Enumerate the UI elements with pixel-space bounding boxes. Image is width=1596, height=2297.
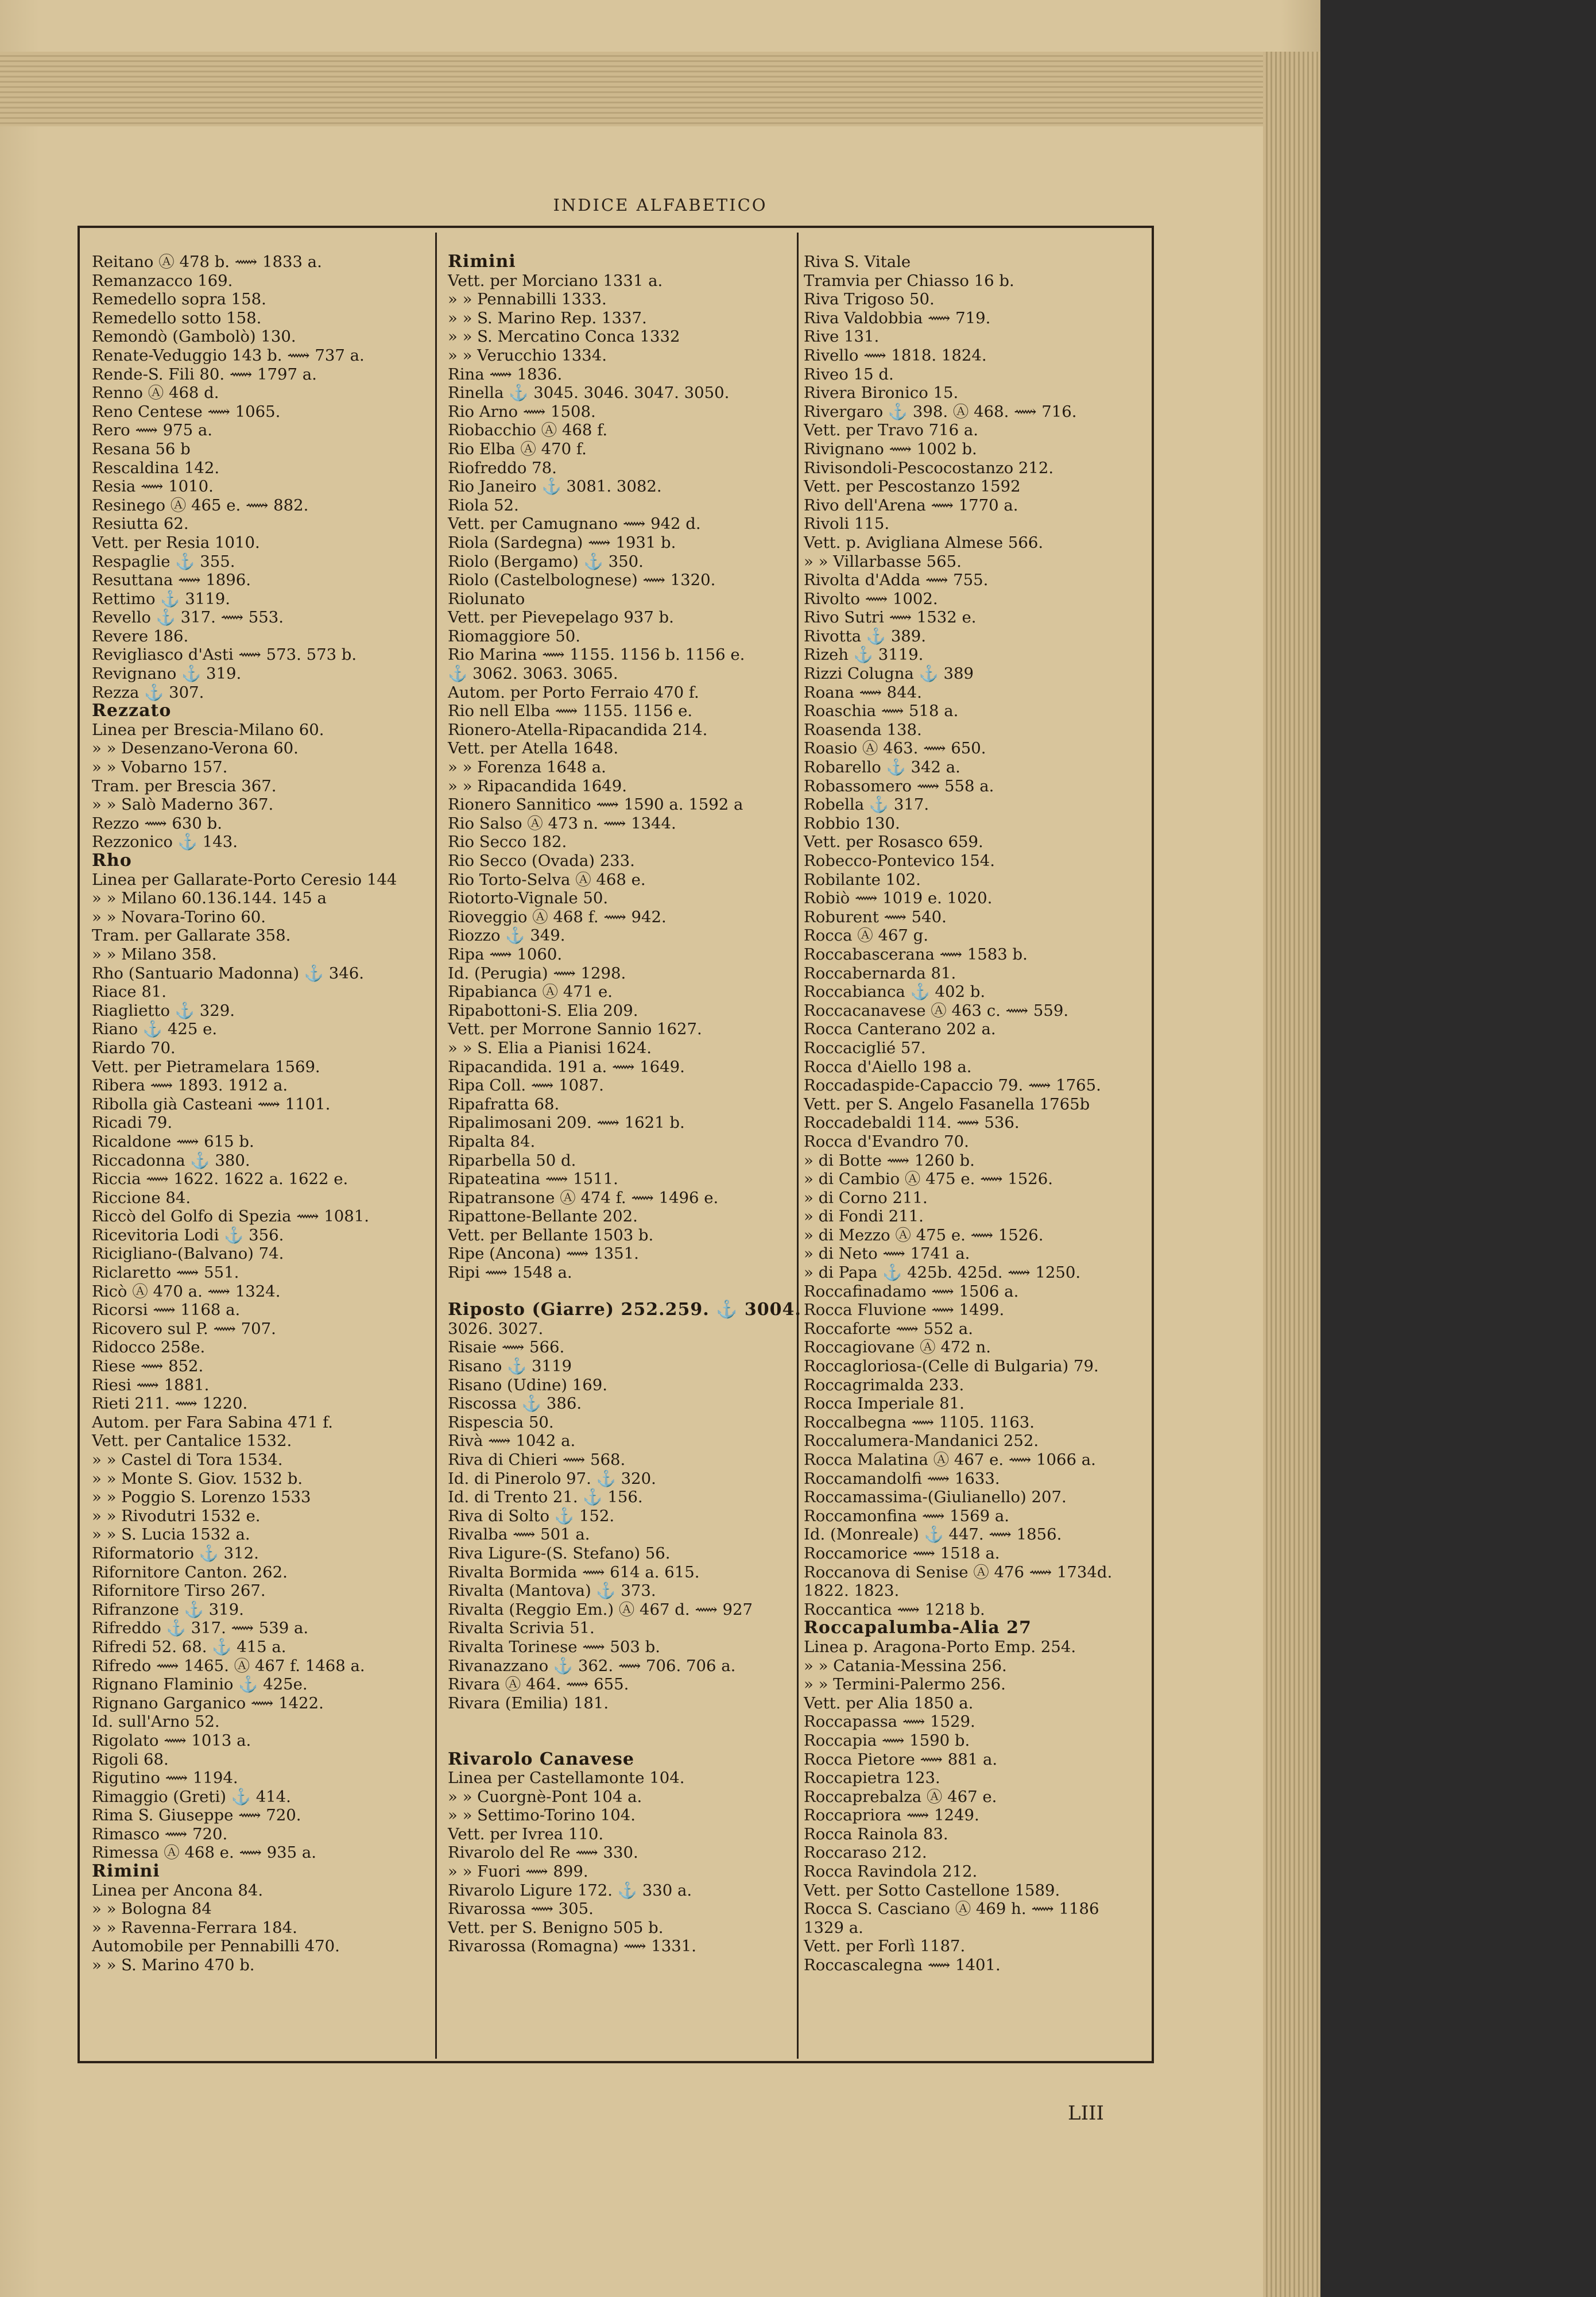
index-entry: » » Rivodutri 1532 e. — [92, 1506, 261, 1525]
index-entry: Rifreddo ⚓ 317. ⟿ 539 a. — [92, 1619, 309, 1638]
index-entry: Riva Ligure-(S. Stefano) 56. — [448, 1544, 671, 1563]
index-entry: Remondò (Gambolò) 130. — [92, 327, 296, 346]
index-entry: » di Papa ⚓ 425b. 425d. ⟿ 1250. — [804, 1263, 1081, 1282]
index-entry: Robassomero ⟿ 558 a. — [804, 776, 994, 795]
index-entry: Rimasco ⟿ 720. — [92, 1824, 228, 1843]
index-entry: Id. (Perugia) ⟿ 1298. — [448, 964, 626, 983]
index-entry: Rende-S. Fili 80. ⟿ 1797 a. — [92, 365, 317, 384]
index-entry: Vett. per Pietramelara 1569. — [92, 1057, 320, 1076]
index-entry: » » Fuori ⟿ 899. — [448, 1862, 588, 1881]
index-entry: Rocca Fluvione ⟿ 1499. — [804, 1301, 1005, 1320]
index-entry: Rifredi 52. 68. ⚓ 415 a. — [92, 1637, 286, 1656]
index-entry: Rispescia 50. — [448, 1413, 554, 1432]
index-entry: Riaglietto ⚓ 329. — [92, 1001, 235, 1020]
index-entry: 1822. 1823. — [804, 1581, 900, 1600]
index-entry: » » Bologna 84 — [92, 1900, 212, 1919]
index-entry: Rivalta (Reggio Em.) Ⓐ 467 d. ⟿ 927 — [448, 1600, 753, 1619]
index-entry: Roccaciglié 57. — [804, 1038, 926, 1057]
index-entry: Ricigliano-(Balvano) 74. — [92, 1244, 284, 1263]
index-entry: Revignano ⚓ 319. — [92, 664, 242, 683]
index-entry: Rivarolo Ligure 172. ⚓ 330 a. — [448, 1881, 692, 1900]
index-entry: Riva Trigoso 50. — [804, 290, 935, 309]
index-entry: Riccadonna ⚓ 380. — [92, 1151, 250, 1170]
index-entry: » » Settimo-Torino 104. — [448, 1806, 636, 1825]
index-entry: Rigutino ⟿ 1194. — [92, 1769, 238, 1788]
index-entry: Vett. per Pievepelago 937 b. — [448, 608, 674, 627]
index-entry: Renate-Veduggio 143 b. ⟿ 737 a. — [92, 346, 365, 365]
index-entry: Riveo 15 d. — [804, 365, 894, 384]
index-entry: Vett. per Pescostanzo 1592 — [804, 477, 1021, 496]
index-entry: Vett. per Morrone Sannio 1627. — [448, 1020, 702, 1039]
column-rule-1 — [435, 233, 437, 2059]
index-entry: Revere 186. — [92, 627, 189, 645]
index-entry: Rignano Garganico ⟿ 1422. — [92, 1693, 324, 1712]
index-entry: Roccabernarda 81. — [804, 964, 956, 983]
index-entry: Ribera ⟿ 1893. 1912 a. — [92, 1076, 288, 1095]
index-entry: » » Milano 60.136.144. 145 a — [92, 889, 327, 908]
index-entry: Rivergaro ⚓ 398. Ⓐ 468. ⟿ 716. — [804, 402, 1077, 421]
index-entry: Rioveggio Ⓐ 468 f. ⟿ 942. — [448, 907, 667, 926]
index-heading: Rimini — [448, 252, 516, 272]
index-entry: Rifranzone ⚓ 319. — [92, 1600, 244, 1619]
index-entry: » » Vobarno 157. — [92, 758, 228, 777]
index-entry: Vett. per Sotto Castellone 1589. — [804, 1881, 1060, 1900]
index-entry: » » Novara-Torino 60. — [92, 907, 266, 926]
index-entry: Vett. per Travo 716 a. — [804, 421, 979, 440]
index-entry: Ripalta 84. — [448, 1132, 536, 1151]
index-entry: Rescaldina 142. — [92, 458, 220, 477]
index-entry: » » Ravenna-Ferrara 184. — [92, 1918, 297, 1937]
index-entry: » » S. Elia a Pianisi 1624. — [448, 1038, 652, 1057]
index-entry: Remedello sotto 158. — [92, 308, 262, 327]
index-entry: Rivarossa ⟿ 305. — [448, 1900, 594, 1919]
index-entry: Rezzonico ⚓ 143. — [92, 833, 238, 852]
index-entry: » » S. Marino Rep. 1337. — [448, 308, 647, 327]
index-entry: Riobacchio Ⓐ 468 f. — [448, 421, 608, 440]
index-entry: Ripa ⟿ 1060. — [448, 945, 563, 964]
index-entry: Rivolta d'Adda ⟿ 755. — [804, 571, 989, 590]
index-entry: Rivera Bironico 15. — [804, 384, 959, 403]
index-entry: Riofreddo 78. — [448, 458, 557, 477]
index-entry: Automobile per Pennabilli 470. — [92, 1937, 340, 1956]
index-entry: Rocca S. Casciano Ⓐ 469 h. ⟿ 1186 — [804, 1900, 1099, 1919]
index-entry: Robella ⚓ 317. — [804, 795, 929, 814]
index-entry: Resiutta 62. — [92, 515, 189, 533]
index-entry: Remedello sopra 158. — [92, 290, 266, 309]
index-entry: Linea per Ancona 84. — [92, 1881, 264, 1900]
index-entry: Rezzo ⟿ 630 b. — [92, 814, 222, 833]
index-entry: » » Villarbasse 565. — [804, 552, 962, 571]
index-column-3 — [804, 253, 1112, 1975]
index-heading: Rivarolo Canavese — [448, 1749, 634, 1769]
index-entry: Riotorto-Vignale 50. — [448, 889, 609, 908]
index-entry: Roana ⟿ 844. — [804, 683, 922, 702]
index-entry: Riola 52. — [448, 496, 519, 515]
index-entry: Roccalumera-Mandanici 252. — [804, 1432, 1039, 1451]
index-entry: Ripacandida. 191 a. ⟿ 1649. — [448, 1057, 685, 1076]
index-entry: Roccagloriosa-(Celle di Bulgaria) 79. — [804, 1357, 1099, 1376]
index-column-2 — [448, 253, 801, 1956]
index-entry: Tramvia per Chiasso 16 b. — [804, 271, 1014, 290]
index-entry: » » Verucchio 1334. — [448, 346, 607, 365]
index-entry: Ricorsi ⟿ 1168 a. — [92, 1301, 241, 1320]
index-entry — [448, 1712, 801, 1731]
index-entry: » » S. Lucia 1532 a. — [92, 1525, 250, 1544]
index-entry: Roccaraso 212. — [804, 1843, 927, 1862]
index-entry: Vett. per Rosasco 659. — [804, 833, 983, 852]
running-head: INDICE ALFABETICO — [553, 195, 768, 215]
index-entry: Rivalta Torinese ⟿ 503 b. — [448, 1637, 660, 1656]
index-entry: Roccaforte ⟿ 552 a. — [804, 1319, 973, 1338]
index-heading: Rimini — [92, 1861, 160, 1882]
index-entry: Robiò ⟿ 1019 e. 1020. — [804, 889, 993, 908]
index-entry: Vett. per Bellante 1503 b. — [448, 1225, 654, 1244]
index-entry: » » Forenza 1648 a. — [448, 758, 606, 777]
index-entry: Riccia ⟿ 1622. 1622 a. 1622 e. — [92, 1170, 348, 1189]
page-edges-right — [1263, 52, 1320, 2297]
index-entry: Rifornitore Canton. 262. — [92, 1563, 288, 1581]
index-entry: Rifredo ⟿ 1465. Ⓐ 467 f. 1468 a. — [92, 1656, 365, 1675]
index-entry: Ribolla già Casteani ⟿ 1101. — [92, 1095, 331, 1113]
index-entry: Roccapriora ⟿ 1249. — [804, 1806, 979, 1825]
index-entry: » » Pennabilli 1333. — [448, 290, 607, 309]
index-entry: Roccamassima-(Giulianello) 207. — [804, 1488, 1067, 1507]
index-entry: » » Cuorgnè-Pont 104 a. — [448, 1787, 642, 1806]
index-entry: Riomaggiore 50. — [448, 627, 580, 645]
index-entry: Rivanazzano ⚓ 362. ⟿ 706. 706 a. — [448, 1656, 736, 1675]
index-entry: Risano (Udine) 169. — [448, 1375, 608, 1394]
index-entry: » » Castel di Tora 1534. — [92, 1451, 283, 1469]
index-entry: Riclaretto ⟿ 551. — [92, 1263, 239, 1282]
index-heading: Roccapalumba-Alia 27 — [804, 1618, 1032, 1638]
index-entry: Riozzo ⚓ 349. — [448, 926, 565, 945]
index-entry: » » Poggio S. Lorenzo 1533 — [92, 1488, 311, 1507]
index-entry: Rocca Canterano 202 a. — [804, 1020, 996, 1039]
index-entry: Rivara Ⓐ 464. ⟿ 655. — [448, 1675, 629, 1694]
index-entry: Roburent ⟿ 540. — [804, 907, 947, 926]
index-heading: Riposto (Giarre) 252.259. ⚓ 3004. — [448, 1300, 801, 1320]
index-entry: Riscossa ⚓ 386. — [448, 1394, 582, 1413]
index-entry: Rio Secco (Ovada) 233. — [448, 852, 635, 870]
index-entry: Rio Elba Ⓐ 470 f. — [448, 439, 587, 458]
index-entry: Robecco-Pontevico 154. — [804, 852, 995, 870]
index-entry: Roccamonfina ⟿ 1569 a. — [804, 1506, 1010, 1525]
index-entry: Rezza ⚓ 307. — [92, 683, 204, 702]
index-entry: Roccabascerana ⟿ 1583 b. — [804, 945, 1028, 964]
index-entry: Roccamandolfi ⟿ 1633. — [804, 1469, 1000, 1488]
index-entry: Reno Centese ⟿ 1065. — [92, 402, 281, 421]
index-entry: Ricadi 79. — [92, 1113, 173, 1132]
index-entry: Rocca Ⓐ 467 g. — [804, 926, 929, 945]
index-entry: Renno Ⓐ 468 d. — [92, 384, 219, 403]
index-entry: Rignano Flaminio ⚓ 425e. — [92, 1675, 308, 1694]
index-entry: Rivo Sutri ⟿ 1532 e. — [804, 608, 977, 627]
index-heading: Rho — [92, 850, 132, 871]
index-entry: Rivalba ⟿ 501 a. — [448, 1525, 590, 1544]
index-entry: Vett. per Atella 1648. — [448, 739, 619, 758]
index-entry: Rivignano ⟿ 1002 b. — [804, 439, 977, 458]
index-entry: » » Milano 358. — [92, 945, 217, 964]
index-entry: Rivalta Scrivia 51. — [448, 1619, 595, 1638]
index-entry: Rionero Sannitico ⟿ 1590 a. 1592 a — [448, 795, 743, 814]
index-entry: Roccagrimalda 233. — [804, 1375, 964, 1394]
index-entry: Ripattone-Bellante 202. — [448, 1207, 638, 1226]
index-entry: Rio Secco 182. — [448, 833, 567, 852]
index-entry: Resuttana ⟿ 1896. — [92, 571, 251, 590]
index-entry: Linea per Gallarate-Porto Ceresio 144 — [92, 870, 397, 889]
index-entry: Risano ⚓ 3119 — [448, 1357, 572, 1376]
index-entry: » » Catania-Messina 256. — [804, 1656, 1007, 1675]
index-entry: Tram. per Gallarate 358. — [92, 926, 291, 945]
index-entry: Respaglie ⚓ 355. — [92, 552, 235, 571]
index-entry: Vett. per Resia 1010. — [92, 533, 260, 552]
index-entry: Resinego Ⓐ 465 e. ⟿ 882. — [92, 496, 309, 515]
index-entry: Ridocco 258e. — [92, 1338, 206, 1357]
index-entry: Rinella ⚓ 3045. 3046. 3047. 3050. — [448, 384, 730, 403]
index-entry: Autom. per Fara Sabina 471 f. — [92, 1413, 334, 1432]
index-entry: » di Cambio Ⓐ 475 e. ⟿ 1526. — [804, 1170, 1053, 1189]
index-entry: Ricevitoria Lodi ⚓ 356. — [92, 1225, 284, 1244]
index-entry: Rionero-Atella-Ripacandida 214. — [448, 720, 708, 739]
index-entry: Rio Torto-Selva Ⓐ 468 e. — [448, 870, 646, 889]
index-entry: Rimessa Ⓐ 468 e. ⟿ 935 a. — [92, 1843, 316, 1862]
index-entry: Roccascalegna ⟿ 1401. — [804, 1956, 1001, 1975]
index-entry: Vett. per S. Angelo Fasanella 1765b — [804, 1095, 1090, 1113]
index-entry: » » S. Mercatino Conca 1332 — [448, 327, 680, 346]
index-entry: Robarello ⚓ 342 a. — [804, 758, 960, 777]
index-entry: Riva S. Vitale — [804, 253, 911, 271]
index-entry: Ricaldone ⟿ 615 b. — [92, 1132, 254, 1151]
index-entry: Roccantica ⟿ 1218 b. — [804, 1600, 985, 1619]
index-entry: » » Salò Maderno 367. — [92, 795, 274, 814]
index-entry: Id. di Trento 21. ⚓ 156. — [448, 1488, 643, 1507]
index-entry: Riardo 70. — [92, 1038, 176, 1057]
index-entry: Riolunato — [448, 589, 525, 608]
index-entry: Riace 81. — [92, 983, 167, 1001]
index-entry: » di Botte ⟿ 1260 b. — [804, 1151, 975, 1170]
index-entry: Roccadebaldi 114. ⟿ 536. — [804, 1113, 1020, 1132]
index-entry: Rivara (Emilia) 181. — [448, 1693, 609, 1712]
index-entry: Linea per Brescia-Milano 60. — [92, 720, 324, 739]
index-entry: Id. sull'Arno 52. — [92, 1712, 220, 1731]
index-entry: Riccione 84. — [92, 1188, 191, 1207]
index-entry: Rio nell Elba ⟿ 1155. 1156 e. — [448, 702, 693, 721]
index-entry: Rio Marina ⟿ 1155. 1156 b. 1156 e. — [448, 645, 745, 664]
index-entry: Ripateatina ⟿ 1511. — [448, 1170, 618, 1189]
index-entry: Rivolto ⟿ 1002. — [804, 589, 938, 608]
index-entry: Ripafratta 68. — [448, 1095, 560, 1113]
index-entry: Rocca Pietore ⟿ 881 a. — [804, 1750, 998, 1769]
index-entry: ⚓ 3062. 3063. 3065. — [448, 664, 618, 683]
index-entry: Rifornitore Tirso 267. — [92, 1581, 266, 1600]
index-entry: Roccapia ⟿ 1590 b. — [804, 1731, 970, 1750]
index-entry: » » Desenzano-Verona 60. — [92, 739, 299, 758]
index-entry: Rettimo ⚓ 3119. — [92, 589, 230, 608]
index-entry: » di Neto ⟿ 1741 a. — [804, 1244, 970, 1263]
index-entry: Roccapietra 123. — [804, 1769, 940, 1788]
index-entry: Rocca Rainola 83. — [804, 1824, 948, 1843]
index-entry: Revello ⚓ 317. ⟿ 553. — [92, 608, 284, 627]
index-entry: Riano ⚓ 425 e. — [92, 1020, 218, 1039]
index-entry: Rigolato ⟿ 1013 a. — [92, 1731, 251, 1750]
index-entry: Roccadaspide-Capaccio 79. ⟿ 1765. — [804, 1076, 1101, 1095]
index-entry: Roasio Ⓐ 463. ⟿ 650. — [804, 739, 986, 758]
index-column-1 — [92, 253, 397, 1975]
index-entry: Riese ⟿ 852. — [92, 1357, 204, 1376]
index-entry: Vett. per Ivrea 110. — [448, 1824, 604, 1843]
index-entry: Rivà ⟿ 1042 a. — [448, 1432, 576, 1451]
index-entry: Rivo dell'Arena ⟿ 1770 a. — [804, 496, 1018, 515]
index-entry: Revigliasco d'Asti ⟿ 573. 573 b. — [92, 645, 357, 664]
index-heading: Rezzato — [92, 701, 172, 721]
index-entry: Rho (Santuario Madonna) ⚓ 346. — [92, 964, 364, 983]
page-number: LIII — [1068, 2102, 1104, 2125]
index-entry: » » Monte S. Giov. 1532 b. — [92, 1469, 303, 1488]
index-entry: Resana 56 b — [92, 439, 191, 458]
index-entry: Ripabianca Ⓐ 471 e. — [448, 983, 613, 1001]
index-entry: Roasenda 138. — [804, 720, 922, 739]
index-entry: Vett. per Alia 1850 a. — [804, 1693, 974, 1712]
index-entry: Rieti 211. ⟿ 1220. — [92, 1394, 248, 1413]
index-entry: Rivarossa (Romagna) ⟿ 1331. — [448, 1937, 697, 1956]
index-entry: Riola (Sardegna) ⟿ 1931 b. — [448, 533, 676, 552]
index-entry: Ripatransone Ⓐ 474 f. ⟿ 1496 e. — [448, 1188, 719, 1207]
index-entry: Rocca d'Aiello 198 a. — [804, 1057, 972, 1076]
index-entry: Autom. per Porto Ferraio 470 f. — [448, 683, 699, 702]
index-entry: Vett. per S. Benigno 505 b. — [448, 1918, 664, 1937]
index-entry: Vett. per Morciano 1331 a. — [448, 271, 663, 290]
index-entry: Id. (Monreale) ⚓ 447. ⟿ 1856. — [804, 1525, 1062, 1544]
index-entry: Roccapassa ⟿ 1529. — [804, 1712, 975, 1731]
index-entry: 3026. 3027. — [448, 1319, 544, 1338]
index-entry: Risaie ⟿ 566. — [448, 1338, 565, 1357]
index-entry: Ricovero sul P. ⟿ 707. — [92, 1319, 276, 1338]
index-entry: Id. di Pinerolo 97. ⚓ 320. — [448, 1469, 656, 1488]
index-entry: Riolo (Bergamo) ⚓ 350. — [448, 552, 644, 571]
index-entry: » di Fondi 211. — [804, 1207, 924, 1226]
index-entry: Rivisondoli-Pescocostanzo 212. — [804, 458, 1054, 477]
index-entry: 1329 a. — [804, 1918, 863, 1937]
index-entry: Rizeh ⚓ 3119. — [804, 645, 924, 664]
index-entry: Riparbella 50 d. — [448, 1151, 576, 1170]
index-entry: » » Termini-Palermo 256. — [804, 1675, 1006, 1694]
index-entry: Robbio 130. — [804, 814, 900, 833]
index-entry: Roccafinadamo ⟿ 1506 a. — [804, 1282, 1019, 1301]
index-entry: Tram. per Brescia 367. — [92, 776, 277, 795]
index-entry: Riva di Chieri ⟿ 568. — [448, 1451, 626, 1469]
index-entry: Rima S. Giuseppe ⟿ 720. — [92, 1806, 301, 1825]
index-entry: Rivello ⟿ 1818. 1824. — [804, 346, 987, 365]
index-entry: Rero ⟿ 975 a. — [92, 421, 212, 440]
index-entry: Rigoli 68. — [92, 1750, 169, 1769]
index-entry: Remanzacco 169. — [92, 271, 233, 290]
index-entry: Vett. per Cantalice 1532. — [92, 1432, 292, 1451]
index-entry: Roccamorice ⟿ 1518 a. — [804, 1544, 1000, 1563]
index-entry: Ripi ⟿ 1548 a. — [448, 1263, 572, 1282]
index-entry: Rocca Ravindola 212. — [804, 1862, 978, 1881]
index-entry: Roccalbegna ⟿ 1105. 1163. — [804, 1413, 1035, 1432]
index-entry: Vett. p. Avigliana Almese 566. — [804, 533, 1044, 552]
index-entry: » » Ripacandida 1649. — [448, 776, 627, 795]
index-entry: Ricò Ⓐ 470 a. ⟿ 1324. — [92, 1282, 281, 1301]
index-entry: Ripe (Ancona) ⟿ 1351. — [448, 1244, 639, 1263]
index-entry: Vett. per Forlì 1187. — [804, 1937, 966, 1956]
index-entry: Ripabottoni-S. Elia 209. — [448, 1001, 638, 1020]
index-entry — [448, 1731, 801, 1750]
index-entry: Rizzi Colugna ⚓ 389 — [804, 664, 974, 683]
index-entry: Rocca d'Evandro 70. — [804, 1132, 969, 1151]
index-entry: » » S. Marino 470 b. — [92, 1956, 255, 1975]
index-entry: Roccaprebalza Ⓐ 467 e. — [804, 1787, 997, 1806]
index-entry: Riolo (Castelbolognese) ⟿ 1320. — [448, 571, 716, 590]
index-entry: Riesi ⟿ 1881. — [92, 1375, 210, 1394]
index-entry: Vett. per Camugnano ⟿ 942 d. — [448, 515, 701, 533]
index-entry: Linea per Castellamonte 104. — [448, 1769, 685, 1788]
index-entry: Rio Arno ⟿ 1508. — [448, 402, 596, 421]
index-entry: Riva di Solto ⚓ 152. — [448, 1506, 615, 1525]
index-entry: Rina ⟿ 1836. — [448, 365, 563, 384]
page-edges-top — [0, 52, 1320, 126]
index-entry: Rocca Imperiale 81. — [804, 1394, 964, 1413]
index-entry: Rivalta Bormida ⟿ 614 a. 615. — [448, 1563, 700, 1581]
index-entry: » di Mezzo Ⓐ 475 e. ⟿ 1526. — [804, 1225, 1044, 1244]
index-entry: Riformatorio ⚓ 312. — [92, 1544, 259, 1563]
index-entry: Robilante 102. — [804, 870, 921, 889]
index-entry: Rio Janeiro ⚓ 3081. 3082. — [448, 477, 662, 496]
index-entry: Roccagiovane Ⓐ 472 n. — [804, 1338, 991, 1357]
index-entry: Rocca Malatina Ⓐ 467 e. ⟿ 1066 a. — [804, 1451, 1096, 1469]
index-entry — [448, 1282, 801, 1301]
index-entry: Riccò del Golfo di Spezia ⟿ 1081. — [92, 1207, 369, 1226]
index-entry: Roccanova di Senise Ⓐ 476 ⟿ 1734d. — [804, 1563, 1113, 1581]
index-entry: Riva Valdobbia ⟿ 719. — [804, 308, 991, 327]
index-entry: Roccacanavese Ⓐ 463 c. ⟿ 559. — [804, 1001, 1069, 1020]
index-entry: Rivotta ⚓ 389. — [804, 627, 927, 645]
index-entry: Roccabianca ⚓ 402 b. — [804, 983, 986, 1001]
index-entry: Rio Salso Ⓐ 473 n. ⟿ 1344. — [448, 814, 676, 833]
index-entry: Rivalta (Mantova) ⚓ 373. — [448, 1581, 656, 1600]
index-entry: Rimaggio (Greti) ⚓ 414. — [92, 1787, 291, 1806]
index-entry: » di Corno 211. — [804, 1188, 928, 1207]
index-entry: Reitano Ⓐ 478 b. ⟿ 1833 a. — [92, 253, 322, 271]
index-entry: Roaschia ⟿ 518 a. — [804, 702, 959, 721]
index-entry: Rivoli 115. — [804, 515, 890, 533]
index-entry: Linea p. Aragona-Porto Emp. 254. — [804, 1637, 1076, 1656]
index-entry: Rive 131. — [804, 327, 880, 346]
index-entry: Rivarolo del Re ⟿ 330. — [448, 1843, 638, 1862]
index-entry: Ripalimosani 209. ⟿ 1621 b. — [448, 1113, 685, 1132]
index-entry: Ripa Coll. ⟿ 1087. — [448, 1076, 604, 1095]
index-entry: Resia ⟿ 1010. — [92, 477, 214, 496]
